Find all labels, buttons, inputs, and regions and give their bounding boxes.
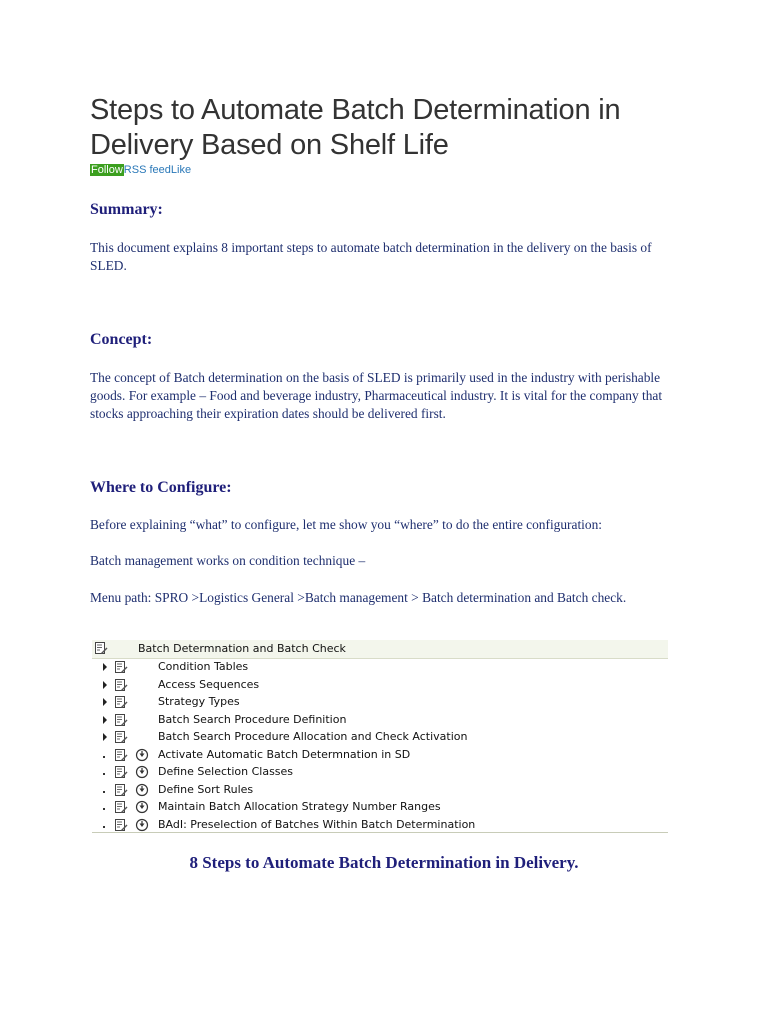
execute-clock-icon[interactable] (135, 800, 149, 814)
sap-tree-item-label: Batch Search Procedure Definition (158, 712, 347, 726)
tree-leaf-dot-icon (103, 773, 105, 775)
menu-path-text: Menu path: SPRO >Logistics General >Batch management > Batch determination and Batch check. (90, 590, 627, 605)
sap-tree-row[interactable] (92, 712, 668, 729)
sap-tree-item-label: Activate Automatic Batch Determnation in SD (158, 747, 411, 761)
tree-leaf-dot-icon (103, 808, 105, 810)
document-edit-icon[interactable] (114, 713, 128, 727)
document-edit-icon[interactable] (114, 783, 128, 797)
document-edit-icon[interactable] (114, 800, 128, 814)
tree-leaf-dot-icon (103, 791, 105, 793)
summary-heading: Summary: (90, 201, 163, 218)
sap-tree-item-label: Define Selection Classes (158, 765, 294, 778)
tree-bottom-border (92, 832, 668, 833)
execute-clock-icon[interactable] (135, 818, 149, 832)
tree-leaf-dot-icon (103, 826, 105, 828)
where-paragraph-2: Batch management works on condition technique – (90, 553, 366, 568)
document-edit-icon[interactable] (114, 765, 128, 779)
sap-tree-row[interactable] (92, 747, 668, 764)
expand-arrow-icon[interactable] (103, 663, 107, 671)
sap-tree-item-label: Access Sequences (158, 677, 260, 691)
page-title: Steps to Automate Batch Determination in Delivery Based on Shelf Life (90, 94, 621, 161)
like-link[interactable]: Like (170, 164, 192, 176)
sap-tree-row[interactable] (92, 677, 668, 694)
sap-tree-row[interactable] (92, 799, 668, 816)
rss-feed-link[interactable]: RSS feed (123, 164, 171, 176)
sap-tree-row[interactable] (92, 694, 668, 711)
sap-tree-row[interactable] (92, 817, 668, 834)
document-edit-icon[interactable] (114, 678, 128, 692)
document-edit-icon[interactable] (114, 730, 128, 744)
sap-tree-row[interactable] (92, 729, 668, 746)
sap-tree-row[interactable] (92, 764, 668, 781)
summary-text: This document explains 8 important steps to automate batch determination in the delivery on the basis of SLED. (90, 240, 652, 273)
sap-img-tree (92, 640, 668, 834)
execute-clock-icon[interactable] (135, 765, 149, 779)
sap-tree-row[interactable] (92, 659, 668, 676)
expand-arrow-icon[interactable] (103, 681, 107, 689)
where-heading: Where to Configure: (90, 479, 232, 496)
sap-tree-root-label: Batch Determnation and Batch Check (138, 642, 346, 655)
sap-tree-row[interactable] (92, 782, 668, 799)
steps-heading: 8 Steps to Automate Batch Determination in Delivery. (189, 853, 579, 872)
sap-tree-root-row[interactable] (92, 640, 668, 659)
concept-text: The concept of Batch determination on the basis of SLED is primarily used in the industry with perishable goods. For example – Food and beverage industry, Pharmaceutical industry. It is vital for the company that stocks approaching their expiration dates should be delivered first. (90, 370, 663, 421)
document-edit-icon (94, 641, 108, 655)
expand-arrow-icon[interactable] (103, 716, 107, 724)
execute-clock-icon[interactable] (135, 783, 149, 797)
follow-button[interactable]: Follow (91, 164, 123, 176)
sap-tree-item-label: Strategy Types (158, 695, 240, 708)
sap-tree-item-label: Condition Tables (158, 660, 249, 673)
execute-clock-icon[interactable] (135, 748, 149, 762)
sap-tree-item-label: BAdI: Preselection of Batches Within Batch Determination (158, 817, 476, 831)
expand-arrow-icon[interactable] (103, 733, 107, 741)
sap-tree-item-label: Define Sort Rules (158, 782, 254, 796)
expand-arrow-icon[interactable] (103, 698, 107, 706)
concept-heading: Concept: (90, 331, 153, 348)
document-edit-icon[interactable] (114, 818, 128, 832)
tree-leaf-dot-icon (103, 756, 105, 758)
social-bar (90, 164, 191, 177)
sap-tree-item-label: Maintain Batch Allocation Strategy Number Ranges (158, 800, 441, 813)
document-edit-icon[interactable] (114, 660, 128, 674)
document-edit-icon[interactable] (114, 695, 128, 709)
sap-tree-item-label: Batch Search Procedure Allocation and Check Activation (158, 730, 468, 743)
document-edit-icon[interactable] (114, 748, 128, 762)
where-paragraph-1: Before explaining “what” to configure, let me show you “where” to do the entire configuration: (90, 517, 603, 532)
